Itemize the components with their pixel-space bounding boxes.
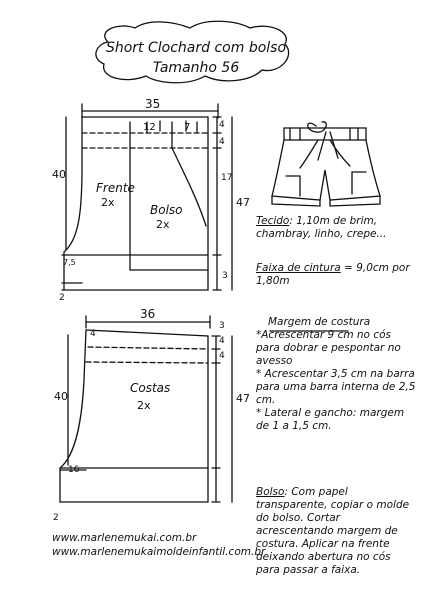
fabric-note — [256, 215, 416, 241]
back-height: 40 — [54, 390, 68, 403]
fabric-label: Tecido — [256, 215, 290, 227]
seam-note-2: * Acrescentar 3,5 cm na barra para uma barra interna de 2,5 cm. — [256, 368, 416, 406]
front-count: 2x — [101, 196, 115, 209]
seam-note-3: * Lateral e gancho: margem de 1 a 1,5 cm. — [256, 407, 405, 432]
front-bottom-2: 2 — [59, 293, 65, 303]
back-dim-4a: 4 — [219, 336, 225, 346]
front-height: 40 — [52, 168, 66, 181]
shorts-illustration — [272, 122, 380, 206]
front-width: 35 — [145, 97, 161, 111]
back-dim-3: 3 — [219, 321, 225, 331]
belt-text: = 9,0cm por 1,80m — [256, 262, 410, 287]
back-count: 2x — [137, 399, 151, 412]
pocket-note-label: Bolso — [256, 486, 285, 498]
pocket-note-text: : Com papel transparente, copiar o molde do bolso. Cortar acrescentando margem de costura. Aplicar na frente deixando abertura no cós para passar a faixa. — [256, 486, 410, 576]
back-dim-4b: 4 — [219, 351, 225, 361]
back-crotch: 16 — [68, 465, 80, 475]
front-waist-right: 7 — [184, 122, 191, 133]
front-dim-4b: 4 — [219, 137, 225, 147]
front-total-height: 47 — [236, 196, 250, 209]
back-width: 36 — [140, 307, 156, 321]
fabric-text: : 1,10m de brim, chambray, linho, crepe... — [256, 215, 387, 240]
footer-url-2[interactable]: www.marlenemukaimoldeinfantil.com.br — [52, 546, 266, 558]
pattern-size: Tamanho 56 — [152, 60, 240, 76]
back-label: Costas — [130, 381, 171, 395]
front-crotch: 7,5 — [63, 258, 76, 267]
front-dim-3: 3 — [222, 271, 228, 281]
belt-label: Faixa de cintura — [256, 262, 341, 274]
seam-title: Margem de costura — [268, 316, 371, 328]
pocket-note — [256, 486, 416, 577]
belt-note — [256, 262, 416, 288]
front-label: Frente — [96, 181, 135, 195]
pocket-label: Bolso — [150, 203, 183, 217]
back-bottom-2: 2 — [53, 513, 59, 523]
seam-notes — [256, 316, 416, 433]
front-dim-4a: 4 — [219, 120, 225, 130]
front-waist-left: 12 — [143, 122, 156, 133]
seam-note-1: *Acrescentar 9 cm no cós para dobrar e pespontar no avesso — [256, 329, 401, 367]
back-total-height: 47 — [236, 392, 250, 405]
back-top-4: 4 — [90, 329, 96, 339]
pocket-count: 2x — [156, 218, 170, 231]
front-dim-17: 17 — [221, 173, 233, 183]
footer-url-1[interactable]: www.marlenemukai.com.br — [52, 532, 197, 544]
pattern-title: Short Clochard com bolso — [105, 40, 287, 56]
